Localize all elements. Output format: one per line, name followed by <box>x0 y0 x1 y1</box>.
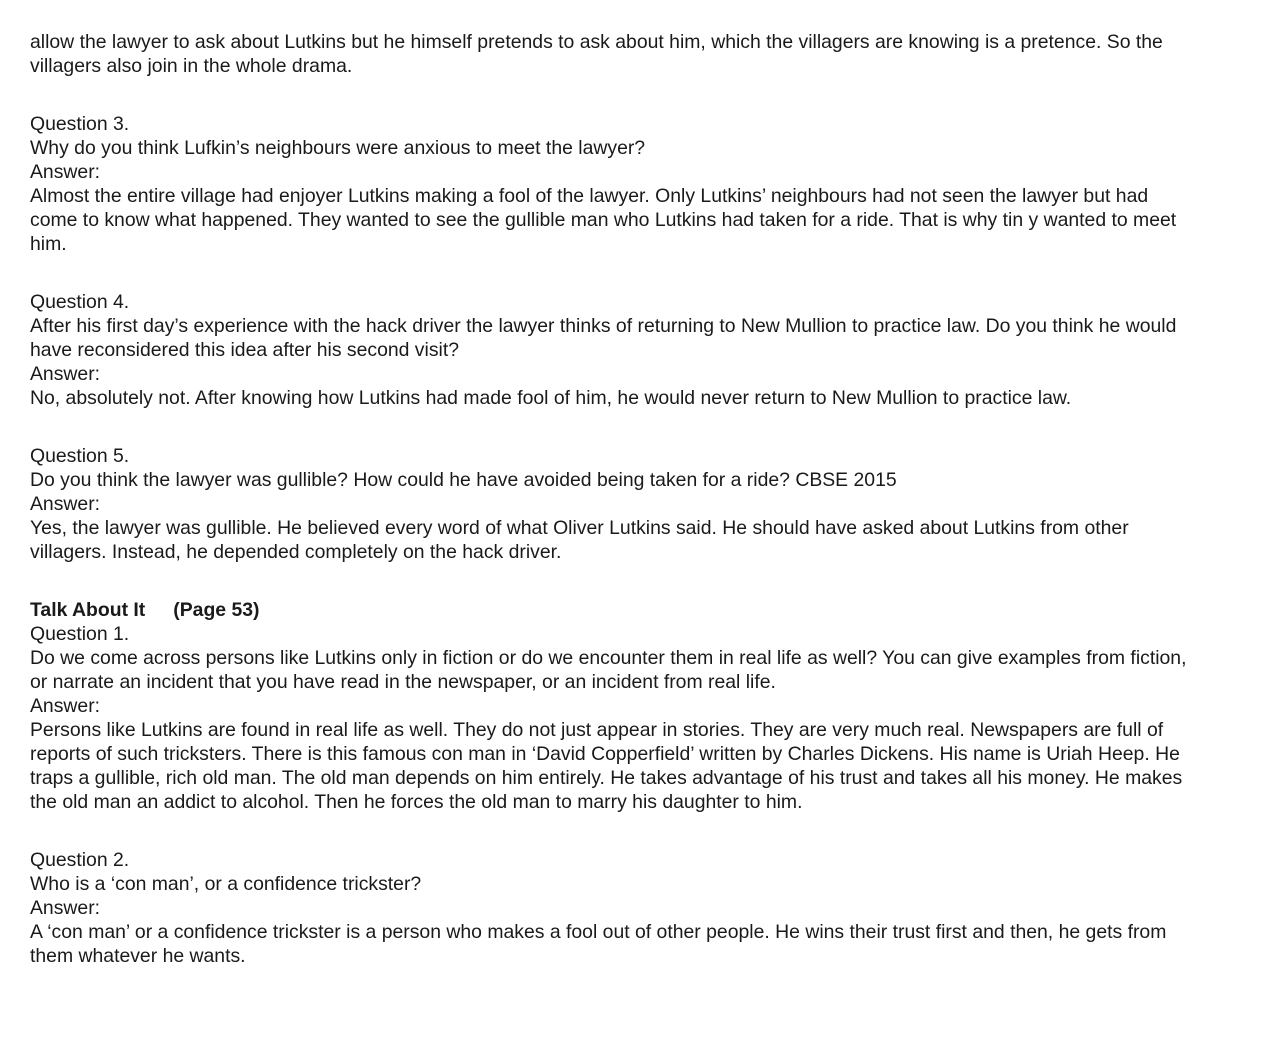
talk-question-2-block <box>30 848 1275 968</box>
spacer <box>30 78 1275 112</box>
question-4-block <box>30 290 1275 410</box>
question-3-label: Question 3. <box>30 113 130 135</box>
document-page <box>30 30 1275 968</box>
section-page-ref: (Page 53) <box>173 599 260 621</box>
question-3-text: Why do you think Lufkin’s neighbours were anxious to meet the lawyer? <box>30 137 646 159</box>
talk-answer-1-line: traps a gullible, rich old man. The old man depends on him entirely. He takes advantage of his trust and takes all his money. He makes <box>30 767 1183 789</box>
talk-answer-1-line: reports of such tricksters. There is this famous con man in ‘David Copperfield’ written by Charles Dickens. His name is Uriah Heep. He <box>30 743 1180 765</box>
spacer <box>30 410 1275 444</box>
talk-question-1-text: Do we come across persons like Lutkins only in fiction or do we encounter them in real life as well? You can give examples from fiction, <box>30 647 1187 669</box>
talk-answer-2-line: them whatever he wants. <box>30 945 246 967</box>
question-4-label: Question 4. <box>30 291 130 313</box>
talk-answer-1-label: Answer: <box>30 695 101 717</box>
question-4-text: After his first day’s experience with the hack driver the lawyer thinks of returning to New Mullion to practice law. Do you think he would <box>30 315 1177 337</box>
answer-3-label: Answer: <box>30 161 101 183</box>
spacer <box>30 256 1275 290</box>
section-heading <box>30 598 1275 622</box>
talk-question-1-label: Question 1. <box>30 623 130 645</box>
answer-4-label: Answer: <box>30 363 101 385</box>
answer-4-line: No, absolutely not. After knowing how Lutkins had made fool of him, he would never return to New Mullion to practice law. <box>30 387 1072 409</box>
talk-answer-1-line: Persons like Lutkins are found in real life as well. They do not just appear in stories. They are very much real. Newspapers are full of <box>30 719 1164 741</box>
answer-3-line: Almost the entire village had enjoyer Lutkins making a fool of the lawyer. Only Lutkins’ neighbours had not seen the lawyer but had <box>30 185 1149 207</box>
question-3-block <box>30 112 1275 256</box>
intro-line: allow the lawyer to ask about Lutkins but he himself pretends to ask about him, which the villagers are knowing is a pretence. So the <box>30 31 1163 53</box>
question-4-text: have reconsidered this idea after his second visit? <box>30 339 459 361</box>
intro-line: villagers also join in the whole drama. <box>30 55 353 77</box>
talk-question-1-text: or narrate an incident that you have read in the newspaper, or an incident from real life. <box>30 671 776 693</box>
talk-about-it-section <box>30 598 1275 968</box>
question-5-label: Question 5. <box>30 445 130 467</box>
spacer <box>30 564 1275 598</box>
talk-question-2-label: Question 2. <box>30 849 130 871</box>
talk-question-2-text: Who is a ‘con man’, or a confidence trickster? <box>30 873 422 895</box>
answer-3-line: come to know what happened. They wanted to see the gullible man who Lutkins had taken for a ride. That is why tin y wanted to meet <box>30 209 1177 231</box>
talk-answer-1-line: the old man an addict to alcohol. Then he forces the old man to marry his daughter to him. <box>30 791 803 813</box>
talk-question-1-block <box>30 622 1275 814</box>
question-5-text: Do you think the lawyer was gullible? How could he have avoided being taken for a ride? CBSE 2015 <box>30 469 897 491</box>
spacer <box>30 814 1275 848</box>
answer-5-line: Yes, the lawyer was gullible. He believed every word of what Oliver Lutkins said. He should have asked about Lutkins from other <box>30 517 1129 539</box>
talk-answer-2-line: A ‘con man’ or a confidence trickster is a person who makes a fool out of other people. He wins their trust first and then, he gets from <box>30 921 1167 943</box>
talk-answer-2-label: Answer: <box>30 897 101 919</box>
section-heading-title: Talk About It <box>30 599 146 621</box>
intro-paragraph <box>30 30 1275 78</box>
question-5-block <box>30 444 1275 564</box>
answer-5-label: Answer: <box>30 493 101 515</box>
answer-5-line: villagers. Instead, he depended completely on the hack driver. <box>30 541 562 563</box>
answer-3-line: him. <box>30 233 67 255</box>
